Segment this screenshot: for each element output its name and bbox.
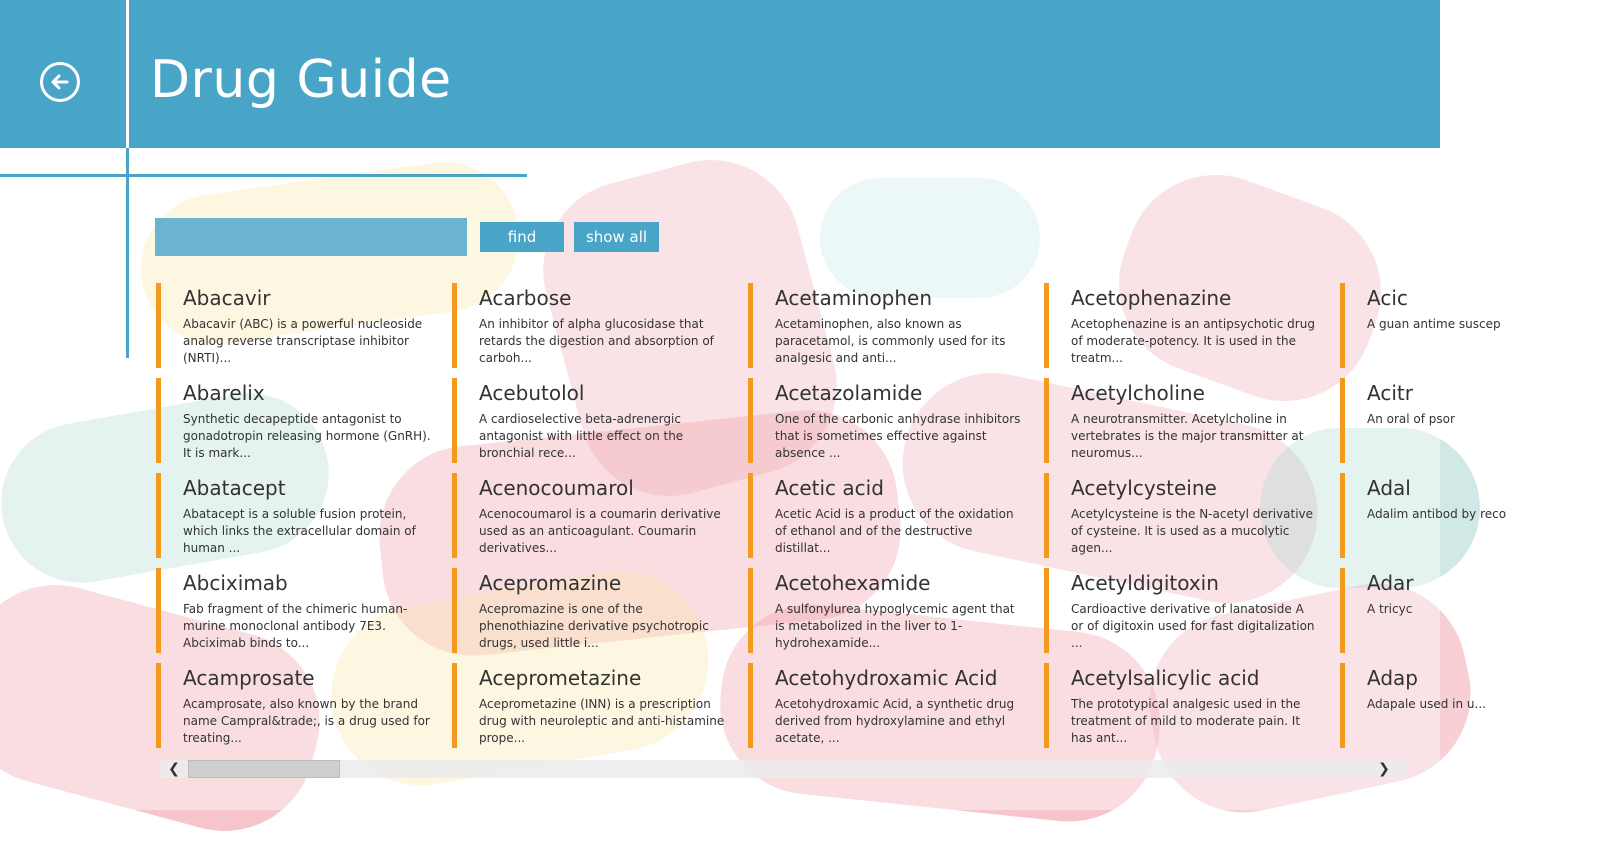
accent-bar (1044, 283, 1049, 368)
drug-name: Acetylsalicylic acid (1071, 666, 1260, 690)
drug-description: Aceprometazine (INN) is a prescription drug with neuroleptic and anti-histamine prope... (479, 697, 725, 745)
drug-card[interactable] (156, 378, 436, 463)
accent-bar (748, 283, 753, 368)
chevron-left-icon[interactable]: ❮ (168, 761, 180, 777)
drug-description: Fab fragment of the chimeric human-murine monoclonal antibody 7E3. Abciximab binds to... (183, 602, 408, 650)
accent-bar (452, 283, 457, 368)
page-title: Drug Guide (150, 50, 452, 110)
drug-name: Acitr (1367, 381, 1413, 405)
accent-bar (1340, 378, 1345, 463)
drug-card[interactable] (156, 473, 436, 558)
drug-card[interactable] (156, 663, 436, 748)
drug-card[interactable] (1340, 568, 1620, 653)
accent-bar (156, 378, 161, 463)
drug-description: Abatacept is a soluble fusion protein, which links the extracellular domain of human ... (183, 507, 416, 555)
drug-description: Synthetic decapeptide antagonist to gonadotropin releasing hormone (GnRH). It is mark... (183, 412, 431, 460)
drug-description: Acetohydroxamic Acid, a synthetic drug derived from hydroxylamine and ethyl acetate, ... (775, 697, 1015, 745)
drug-description: One of the carbonic anhydrase inhibitors that is sometimes effective against absence ... (775, 412, 1021, 460)
accent-bar (748, 663, 753, 748)
back-button[interactable] (40, 62, 80, 102)
drug-card[interactable] (452, 568, 732, 653)
accent-bar (452, 663, 457, 748)
drug-name: Abatacept (183, 476, 286, 500)
drug-name: Acetylcholine (1071, 381, 1205, 405)
drug-card[interactable] (748, 283, 1028, 368)
search-input[interactable] (155, 218, 467, 256)
accent-bar (156, 283, 161, 368)
drug-name: Acetylcysteine (1071, 476, 1217, 500)
drug-description: A guan antime suscep (1367, 317, 1501, 331)
accent-bar (156, 663, 161, 748)
drug-card[interactable] (1044, 378, 1324, 463)
drug-description: Acetophenazine is an antipsychotic drug of moderate-potency. It is used in the treatm... (1071, 317, 1315, 365)
accent-bar (1044, 378, 1049, 463)
drug-card[interactable] (1340, 473, 1620, 558)
drug-description: Abacavir (ABC) is a powerful nucleoside analog reverse transcriptase inhibitor (NRTI)... (183, 317, 423, 365)
drug-card[interactable] (748, 378, 1028, 463)
accent-bar (748, 568, 753, 653)
drug-description: An oral of psor (1367, 412, 1455, 426)
drug-card[interactable] (452, 378, 732, 463)
drug-card[interactable] (1340, 378, 1620, 463)
app-header (0, 0, 1440, 148)
drug-card[interactable] (748, 473, 1028, 558)
drug-name: Acetazolamide (775, 381, 923, 405)
drug-name: Acetic acid (775, 476, 884, 500)
drug-description: Acepromazine is one of the phenothiazine derivative psychotropic drugs, used little i... (479, 602, 709, 650)
drug-card[interactable] (1044, 568, 1324, 653)
drug-name: Acetyldigitoxin (1071, 571, 1219, 595)
drug-description: Acamprosate, also known by the brand name Campral&trade;, is a drug used for treating... (183, 697, 430, 745)
drug-description: Acetylcysteine is the N-acetyl derivative of cysteine. It is used as a mucolytic agen... (1071, 507, 1314, 555)
accent-bar (748, 473, 753, 558)
accent-bar (452, 378, 457, 463)
accent-bar (1044, 663, 1049, 748)
accent-bar (156, 473, 161, 558)
drug-name: Acepromazine (479, 571, 622, 595)
drug-description: A tricyc (1367, 602, 1413, 616)
drug-description: Acetaminophen, also known as paracetamol, is commonly used for its analgesic and anti... (775, 317, 1006, 365)
accent-bar (1340, 473, 1345, 558)
accent-bar (1340, 568, 1345, 653)
drug-card[interactable] (1340, 663, 1620, 748)
scrollbar-thumb[interactable] (188, 760, 340, 778)
drug-name: Abciximab (183, 571, 288, 595)
drug-card[interactable] (748, 568, 1028, 653)
drug-description: A neurotransmitter. Acetylcholine in vertebrates is the major transmitter at neuromus... (1071, 412, 1304, 460)
drug-card[interactable] (452, 283, 732, 368)
horizontal-scrollbar[interactable] (160, 760, 1408, 778)
accent-bar (452, 568, 457, 653)
find-button[interactable]: find (480, 222, 564, 252)
drug-description: Acenocoumarol is a coumarin derivative used as an anticoagulant. Coumarin derivatives... (479, 507, 721, 555)
drug-name: Acenocoumarol (479, 476, 634, 500)
drug-description: Adapale used in u... (1367, 697, 1486, 711)
back-arrow-icon (48, 70, 72, 94)
drug-description: Cardioactive derivative of lanatoside A or of digitoxin used for fast digitalization ... (1071, 602, 1315, 650)
drug-card[interactable] (748, 663, 1028, 748)
drug-card[interactable] (1044, 283, 1324, 368)
drug-name: Adar (1367, 571, 1414, 595)
drug-name: Acetohydroxamic Acid (775, 666, 998, 690)
drug-name: Acarbose (479, 286, 572, 310)
drug-card[interactable] (1044, 663, 1324, 748)
drug-name: Adal (1367, 476, 1411, 500)
drug-card[interactable] (1340, 283, 1620, 368)
accent-bar (748, 378, 753, 463)
drug-card[interactable] (156, 568, 436, 653)
accent-bar (1044, 568, 1049, 653)
drug-grid (156, 283, 1507, 751)
drug-card[interactable] (452, 473, 732, 558)
drug-name: Acamprosate (183, 666, 315, 690)
accent-bar (156, 568, 161, 653)
show-all-button[interactable]: show all (574, 222, 659, 252)
header-divider (126, 0, 129, 148)
drug-name: Acic (1367, 286, 1408, 310)
drug-card[interactable] (156, 283, 436, 368)
drug-card[interactable] (452, 663, 732, 748)
drug-description: An inhibitor of alpha glucosidase that retards the digestion and absorption of carboh... (479, 317, 714, 365)
drug-name: Acetophenazine (1071, 286, 1232, 310)
drug-description: The prototypical analgesic used in the treatment of mild to moderate pain. It has ant... (1071, 697, 1301, 745)
accent-bar (452, 473, 457, 558)
drug-name: Adap (1367, 666, 1418, 690)
drug-name: Aceprometazine (479, 666, 642, 690)
drug-description: A cardioselective beta-adrenergic antagonist with little effect on the bronchial rece... (479, 412, 684, 460)
chevron-right-icon[interactable]: ❯ (1378, 761, 1390, 777)
drug-name: Acebutolol (479, 381, 585, 405)
drug-description: Acetic Acid is a product of the oxidation of ethanol and of the destructive distillat... (775, 507, 1014, 555)
drug-name: Acetohexamide (775, 571, 931, 595)
horizontal-divider (0, 174, 527, 177)
accent-bar (1044, 473, 1049, 558)
drug-name: Abarelix (183, 381, 265, 405)
accent-bar (1340, 663, 1345, 748)
drug-name: Abacavir (183, 286, 271, 310)
drug-description: A sulfonylurea hypoglycemic agent that is metabolized in the liver to 1-hydrohexamide... (775, 602, 1015, 650)
drug-description: Adalim antibod by reco (1367, 507, 1507, 521)
drug-name: Acetaminophen (775, 286, 933, 310)
accent-bar (1340, 283, 1345, 368)
drug-card[interactable] (1044, 473, 1324, 558)
